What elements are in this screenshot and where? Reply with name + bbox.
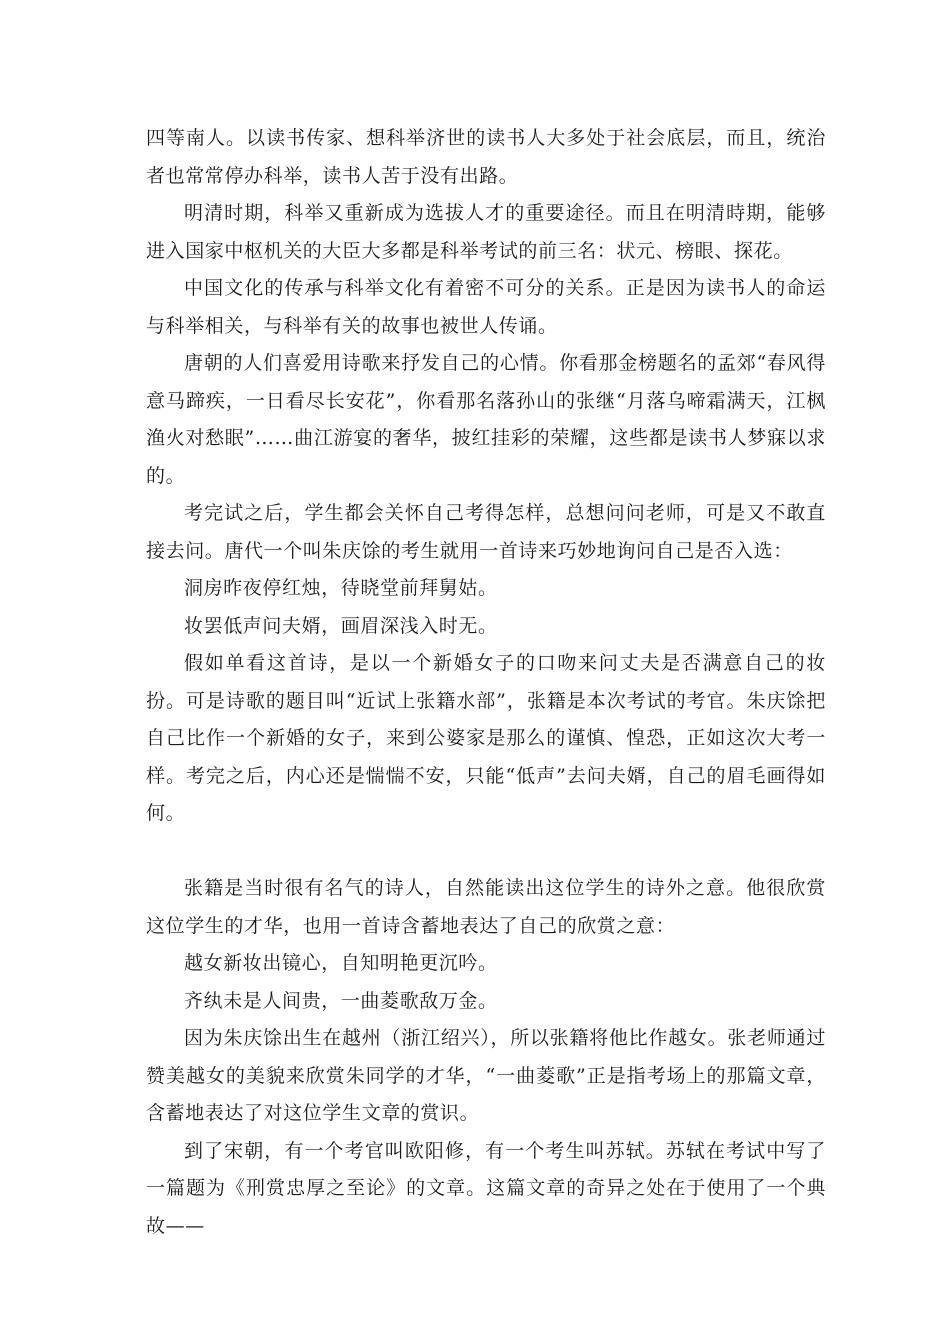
paragraph-culture: 中国文化的传承与科举文化有着密不可分的关系。正是因为读书人的命运与科举相关，与科举有关的故事也被世人传诵。 — [146, 277, 826, 337]
document-body — [146, 120, 826, 1245]
paragraph-yue-nv: 因为朱庆馀出生在越州（浙江绍兴），所以张籍将他比作越女。张老师通过赞美越女的美貌来欣赏朱同学的才华，“一曲菱歌”正是指考场上的那篇文章，含蓄地表达了对这位学生文章的赏识。 — [146, 1027, 826, 1124]
paragraph-ming-qing: 明清时期，科举又重新成为选拔人才的重要途径。而且在明清時期，能够进入国家中枢机关的大臣大多都是科举考试的前三名：状元、榜眼、探花。 — [146, 202, 826, 262]
poem-line-2: 妆罢低声问夫婿，画眉深浅入时无。 — [184, 614, 498, 637]
paragraph-gap — [146, 833, 826, 871]
poem-reply-line-1: 越女新妆出镜心，自知明艳更沉吟。 — [184, 952, 498, 974]
paragraph-song-dynasty: 到了宋朝，有一个考官叫欧阳修，有一个考生叫苏轼。苏轼在考试中写了一篇题为《刑赏忠厚之至论》的文章。这篇文章的奇异之处在于使用了一个典故—— — [146, 1139, 826, 1237]
paragraph-poem-explanation: 假如单看这首诗，是以一个新婚女子的口吻来问丈夫是否满意自己的妆扮。可是诗歌的题目叫“近试上张籍水部”，张籍是本次考试的考官。朱庆馀把自己比作一个新婚的女子，来到公婆家是那么的谨慎、惶恐，正如这次大考一样。考完之后，内心还是惴惴不安，只能“低声”去问夫婿，自己的眉毛画得如何。 — [146, 652, 826, 824]
poem-line-1: 洞房昨夜停红烛，待晓堂前拜舅姑。 — [184, 577, 498, 599]
poem-reply-line-2: 齐纨未是人间贵，一曲菱歌敌万金。 — [184, 989, 498, 1012]
paragraph-after-exam: 考完试之后，学生都会关怀自己考得怎样，总想问问老师，可是又不敢直接去问。唐代一个叫朱庆馀的考生就用一首诗来巧妙地询问自己是否入选： — [146, 502, 826, 562]
paragraph-zhang-ji: 张籍是当时很有名气的诗人，自然能读出这位学生的诗外之意。他很欣赏这位学生的才华，也用一首诗含蓄地表达了自己的欣赏之意： — [146, 877, 826, 937]
paragraph-continuation: 四等南人。以读书传家、想科举济世的读书人大多处于社会底层，而且，统治者也常常停办科举，读书人苦于没有出路。 — [146, 127, 826, 187]
paragraph-tang-poetry: 唐朝的人们喜爱用诗歌来抒发自己的心情。你看那金榜题名的孟郊“春风得意马蹄疾，一日看尽长安花”，你看那名落孙山的张继“月落乌啼霜满天，江枫渔火对愁眠”……曲江游宴的奢华，披红挂彩的荣耀，这些都是读书人梦寐以求的。 — [146, 352, 826, 487]
